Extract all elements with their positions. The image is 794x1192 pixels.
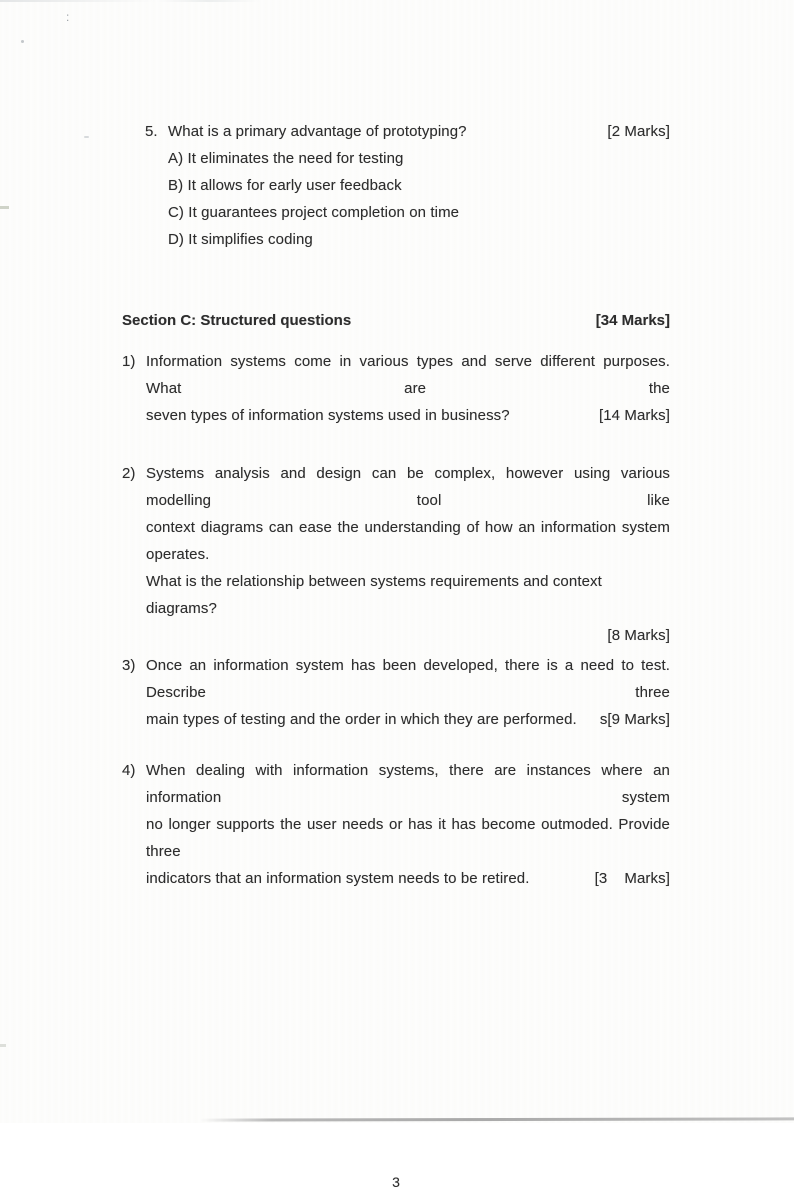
- page-number: 3: [392, 1174, 400, 1190]
- marks-label: [14 Marks]: [598, 407, 670, 424]
- question-text-line: [146, 865, 670, 892]
- question-body: [146, 652, 670, 733]
- question-5: [145, 118, 670, 253]
- question-text: seven types of information systems used in business?: [146, 407, 510, 424]
- marks-label: [2 Marks]: [607, 123, 670, 140]
- option-a: A) It eliminates the need for testing: [168, 150, 404, 167]
- structured-question-4: [122, 757, 670, 892]
- section-marks-label: [34 Marks]: [595, 312, 670, 329]
- page-bottom-edge: [200, 1117, 794, 1121]
- marks-label: s[9 Marks]: [599, 711, 670, 728]
- question-number: 5.: [145, 123, 158, 140]
- question-body: [146, 348, 670, 429]
- question-text-line: What is the relationship between systems requirements and context diagrams?: [146, 573, 602, 617]
- scan-speck: :: [66, 10, 70, 24]
- section-title: Section C: Structured questions: [122, 312, 352, 329]
- marks-label: [3 Marks]: [594, 870, 670, 887]
- scan-speck: [21, 40, 24, 43]
- question-text-line: [168, 118, 670, 145]
- question-number: 2): [122, 465, 136, 482]
- question-number: 4): [122, 762, 136, 779]
- scan-edge-mark: [0, 1044, 6, 1047]
- question-text: main types of testing and the order in which they are performed.: [146, 711, 577, 728]
- scan-speck: [84, 136, 89, 138]
- question-text: What is a primary advantage of prototyping?: [168, 123, 467, 140]
- question-number: 3): [122, 657, 136, 674]
- question-text-line: When dealing with information systems, there are instances where an information system: [146, 762, 670, 806]
- question-text-line: Once an information system has been developed, there is a need to test. Describe three: [146, 657, 670, 701]
- question-text-line: no longer supports the user needs or has it has become outmoded. Provide three: [146, 816, 670, 860]
- question-body: [146, 460, 670, 649]
- scan-streak: [0, 0, 260, 2]
- option-b: B) It allows for early user feedback: [168, 177, 402, 194]
- structured-question-2: [122, 460, 670, 649]
- question-text-line: Systems analysis and design can be complex, however using various modelling tool like: [146, 465, 670, 509]
- scan-edge-mark: [0, 206, 9, 209]
- section-heading: [122, 307, 670, 334]
- question-body: [168, 118, 670, 253]
- option-c: C) It guarantees project completion on time: [168, 204, 460, 221]
- structured-question-3: [122, 652, 670, 733]
- marks-line: [146, 622, 670, 649]
- question-text-line: context diagrams can ease the understanding of how an information system operates.: [146, 519, 670, 563]
- option-d: D) It simplifies coding: [168, 231, 313, 248]
- question-text-line: [146, 402, 670, 429]
- structured-question-1: [122, 348, 670, 429]
- question-text-line: Information systems come in various types and serve different purposes. What are the: [146, 353, 670, 397]
- question-text: indicators that an information system needs to be retired.: [146, 870, 530, 887]
- question-number: 1): [122, 353, 136, 370]
- question-text-line: [146, 706, 670, 733]
- question-body: [146, 757, 670, 892]
- marks-label: [8 Marks]: [607, 627, 670, 644]
